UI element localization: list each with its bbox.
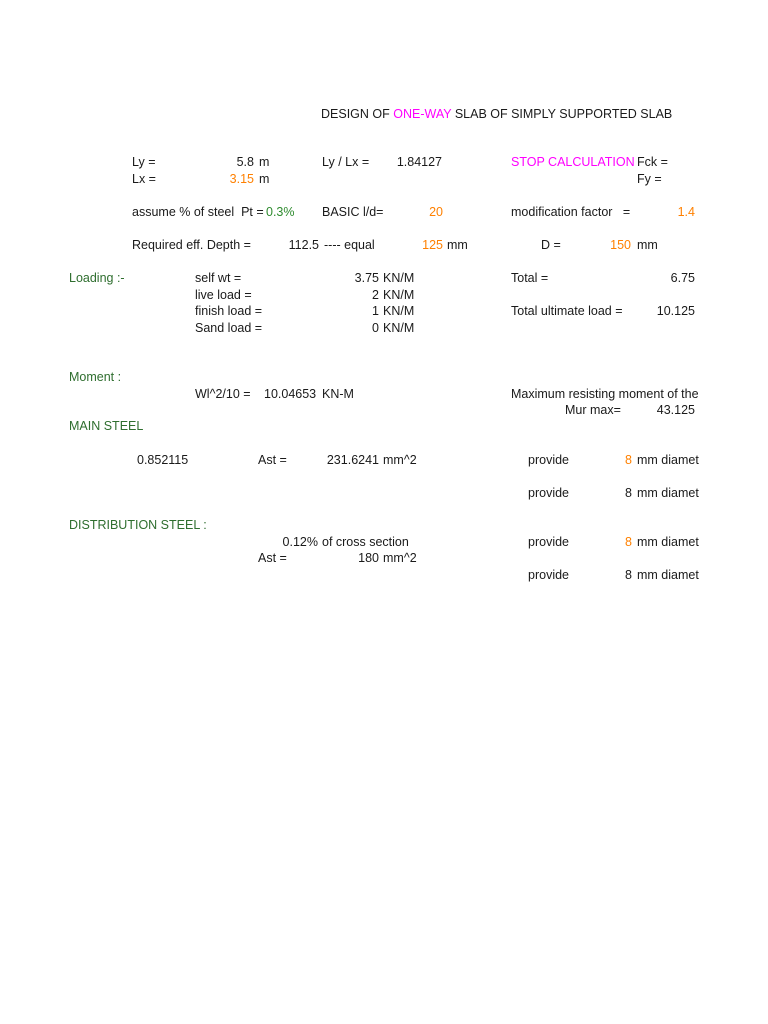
basic-ld-label: BASIC l/d= bbox=[322, 205, 384, 219]
main-steel-heading: MAIN STEEL bbox=[69, 419, 144, 433]
ly-value: 5.8 bbox=[236, 155, 254, 169]
ly-label: Ly = bbox=[132, 155, 156, 169]
lx-unit: m bbox=[259, 172, 270, 186]
fy-label: Fy = bbox=[637, 172, 662, 186]
pt-label: assume % of steel Pt = bbox=[132, 205, 264, 219]
loading-heading: Loading :- bbox=[69, 271, 125, 285]
moment-formula-value: 10.04653 bbox=[264, 387, 317, 401]
total-load-value: 6.75 bbox=[670, 271, 695, 285]
load-item-unit: KN/M bbox=[383, 271, 415, 285]
distribution-percent-label: of cross section bbox=[322, 535, 409, 549]
main-provide-label: provide bbox=[528, 453, 569, 467]
main-steel-coefficient: 0.852115 bbox=[137, 453, 189, 467]
main-provide-label: provide bbox=[528, 486, 569, 500]
load-item-value: 2 bbox=[372, 288, 379, 302]
moment-formula-label: Wl^2/10 = bbox=[195, 387, 251, 401]
ratio-label: Ly / Lx = bbox=[322, 155, 370, 169]
distribution-ast-label: Ast = bbox=[258, 551, 287, 565]
load-item-unit: KN/M bbox=[383, 304, 415, 318]
load-item-label: finish load = bbox=[195, 304, 263, 318]
modification-factor-label: modification factor = bbox=[511, 205, 631, 219]
distribution-provide-value: 8 bbox=[625, 535, 632, 549]
stop-calculation-label: STOP CALCULATION bbox=[511, 155, 635, 169]
load-item-label: self wt = bbox=[195, 271, 242, 285]
load-item-label: Sand load = bbox=[195, 321, 263, 335]
distribution-provide-value: 8 bbox=[625, 568, 632, 582]
mur-max-label: Mur max= bbox=[565, 403, 621, 417]
total-load-label: Total = bbox=[511, 271, 549, 285]
distribution-provide-label: provide bbox=[528, 535, 569, 549]
ultimate-load-label: Total ultimate load = bbox=[511, 304, 623, 318]
distribution-provide-label: provide bbox=[528, 568, 569, 582]
ly-unit: m bbox=[259, 155, 270, 169]
distribution-steel-heading: DISTRIBUTION STEEL : bbox=[69, 518, 207, 532]
equal-value: 125 bbox=[422, 238, 443, 252]
title-part2: SLAB OF SIMPLY SUPPORTED SLAB bbox=[451, 107, 673, 121]
basic-ld-value: 20 bbox=[429, 205, 443, 219]
overall-depth-unit: mm bbox=[637, 238, 658, 252]
title-part1: DESIGN OF bbox=[321, 107, 394, 121]
fck-label: Fck = bbox=[637, 155, 668, 169]
load-item-unit: KN/M bbox=[383, 321, 415, 335]
equal-unit: mm bbox=[447, 238, 468, 252]
distribution-ast-value: 180 bbox=[358, 551, 379, 565]
distribution-provide-unit: mm diamet bbox=[637, 568, 699, 582]
modification-factor-value: 1.4 bbox=[677, 205, 695, 219]
main-provide-unit: mm diamet bbox=[637, 486, 699, 500]
lx-value: 3.15 bbox=[229, 172, 254, 186]
ultimate-load-value: 10.125 bbox=[656, 304, 695, 318]
main-ast-value: 231.6241 bbox=[326, 453, 379, 467]
distribution-provide-unit: mm diamet bbox=[637, 535, 699, 549]
title-highlight: ONE-WAY bbox=[393, 107, 452, 121]
distribution-ast-unit: mm^2 bbox=[383, 551, 417, 565]
load-item-value: 0 bbox=[372, 321, 379, 335]
page-title bbox=[321, 107, 672, 122]
distribution-percent-value: 0.12% bbox=[282, 535, 318, 549]
main-ast-label: Ast = bbox=[258, 453, 287, 467]
overall-depth-value: 150 bbox=[610, 238, 631, 252]
load-item-value: 3.75 bbox=[354, 271, 379, 285]
moment-heading: Moment : bbox=[69, 370, 122, 384]
equal-label: ---- equal bbox=[324, 238, 375, 252]
load-item-label: live load = bbox=[195, 288, 252, 302]
main-provide-unit: mm diamet bbox=[637, 453, 699, 467]
moment-formula-unit: KN-M bbox=[322, 387, 354, 401]
load-item-value: 1 bbox=[372, 304, 379, 318]
overall-depth-label: D = bbox=[541, 238, 561, 252]
max-resisting-moment-label: Maximum resisting moment of the bbox=[511, 387, 699, 401]
required-depth-value: 112.5 bbox=[288, 238, 319, 252]
load-item-unit: KN/M bbox=[383, 288, 415, 302]
mur-max-value: 43.125 bbox=[656, 403, 695, 417]
ratio-value: 1.84127 bbox=[396, 155, 442, 169]
main-provide-value: 8 bbox=[625, 486, 632, 500]
required-depth-label: Required eff. Depth = bbox=[132, 238, 251, 252]
lx-label: Lx = bbox=[132, 172, 156, 186]
main-ast-unit: mm^2 bbox=[383, 453, 417, 467]
main-provide-value: 8 bbox=[625, 453, 632, 467]
pt-value: 0.3% bbox=[266, 205, 295, 219]
